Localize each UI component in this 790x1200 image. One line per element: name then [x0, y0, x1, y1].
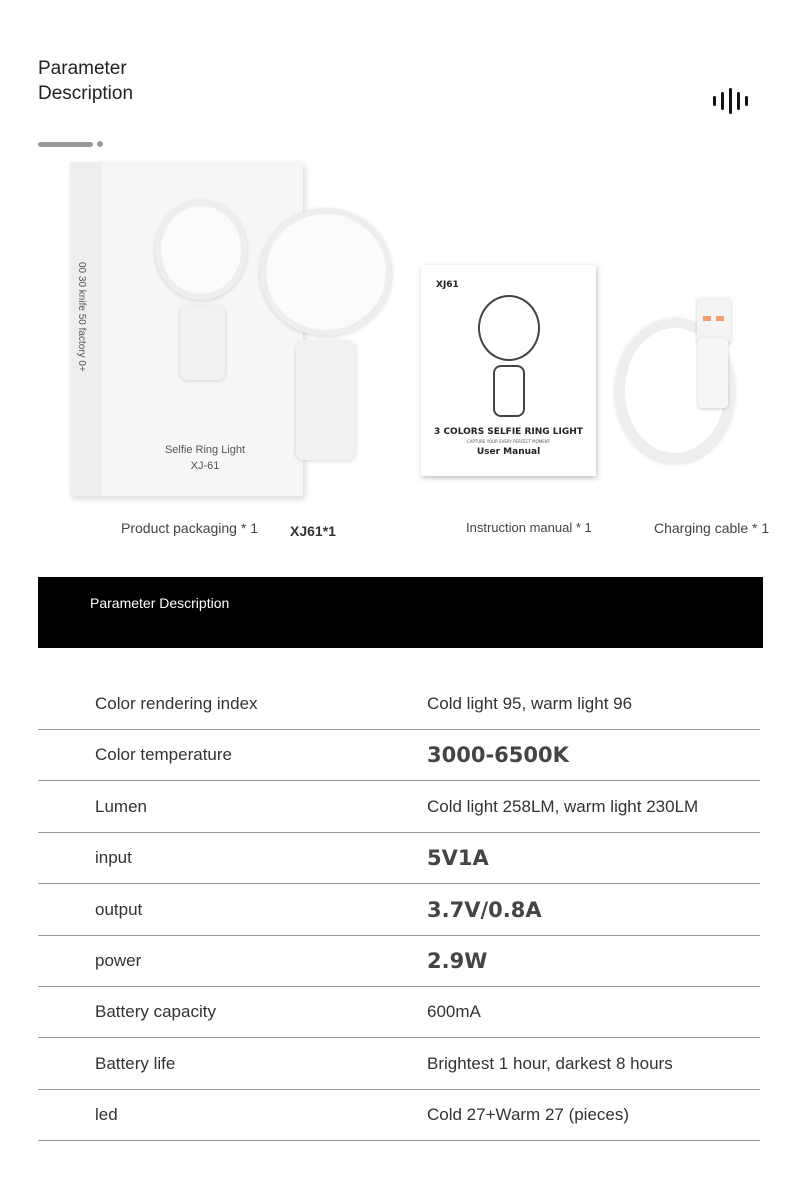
spec-row — [38, 782, 760, 833]
caption-packaging: Product packaging * 1 — [121, 520, 258, 536]
ring-light-image — [260, 208, 392, 336]
box-label: Selfie Ring Light XJ-61 — [164, 444, 246, 472]
spec-label: Battery capacity — [95, 1002, 216, 1022]
parameter-banner: Parameter Description — [38, 577, 763, 648]
spec-value: Cold light 95, warm light 96 — [427, 694, 633, 713]
spec-row — [38, 679, 760, 730]
clip-image — [296, 340, 356, 460]
spec-label: input — [95, 848, 132, 868]
user-manual-image: XJ61 3 COLORS SELFIE RING LIGHT CAPTURE YOUR EVERY PERFECT MOMENT User Manual — [421, 265, 596, 476]
spec-label: Battery life — [95, 1053, 176, 1073]
spec-value: Brightest 1 hour, darkest 8 hours — [427, 1053, 673, 1073]
clip-image-small — [180, 305, 225, 380]
carousel-indicator[interactable] — [38, 141, 103, 147]
spec-label: Color rendering index — [95, 694, 258, 713]
spec-value: Cold 27+Warm 27 (pieces) — [427, 1105, 630, 1125]
spec-row — [38, 833, 760, 884]
spec-label: Color temperature — [95, 745, 233, 765]
spec-label: led — [95, 1105, 118, 1125]
spec-row — [38, 936, 760, 987]
spec-label: output — [95, 899, 143, 919]
spec-row — [38, 987, 760, 1038]
spec-row — [38, 885, 760, 936]
ring-light-image-small — [155, 200, 247, 300]
usb-c-connector — [698, 338, 728, 408]
spec-label: Lumen — [95, 796, 147, 816]
caption-cable: Charging cable * 1 — [654, 520, 770, 536]
spec-row — [38, 1039, 760, 1090]
spec-label: power — [95, 951, 142, 970]
spec-value: 600mA — [427, 1002, 481, 1022]
spec-row — [38, 1090, 760, 1141]
spec-value: 3.7V/0.8A — [427, 897, 542, 922]
caption-manual: Instruction manual * 1 — [466, 520, 592, 535]
spec-row — [38, 730, 760, 781]
spec-value: 5V1A — [427, 846, 489, 871]
spec-value: 3000-6500K — [427, 743, 569, 768]
caption-light: XJ61*1 — [290, 523, 336, 539]
page-title: Parameter Description — [38, 58, 134, 104]
spec-value: Cold light 258LM, warm light 230LM — [427, 796, 699, 816]
sound-wave-icon — [713, 88, 748, 114]
usb-connector — [697, 298, 731, 343]
product-packaging-image: 00 30 knife 50 factory 0+ — [70, 162, 303, 496]
spec-value: 2.9W — [427, 949, 488, 973]
